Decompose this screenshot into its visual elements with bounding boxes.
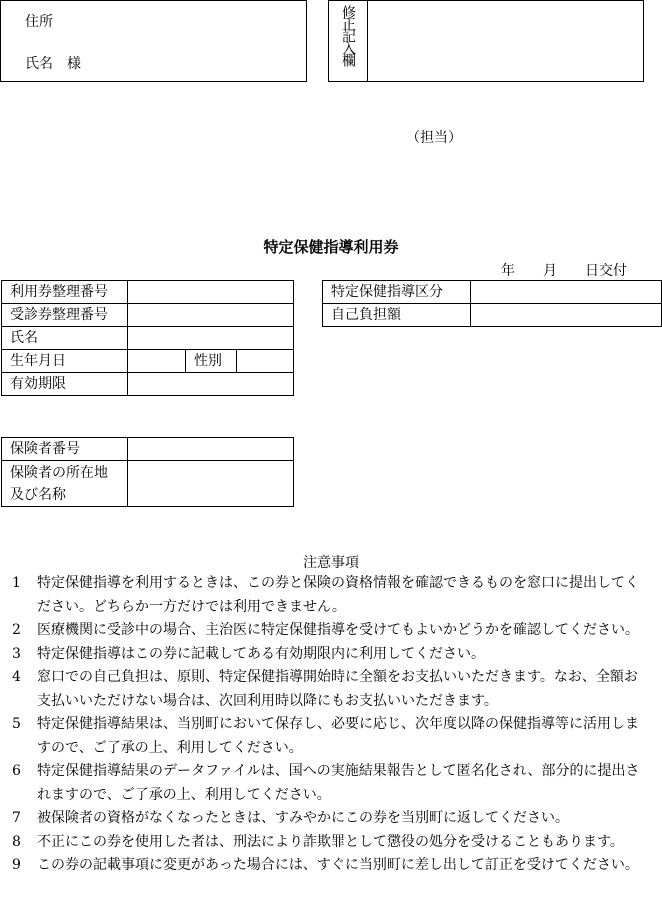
table-row <box>2 350 294 373</box>
list-item <box>12 713 644 760</box>
note-number: 9 <box>12 857 21 873</box>
voucher-number-label: 利用券整理番号 <box>2 281 128 304</box>
address-label: 住所 <box>25 14 53 30</box>
insurer-address-label <box>2 461 128 507</box>
note-text: この券の記載事項に変更があった場合には、すぐに当別町に差し出して訂正を受けてください。 <box>37 857 639 873</box>
note-text: 不正にこの券を使用した者は、刑法により詐欺罪として懲役の処分を受けることもあります。 <box>37 833 624 850</box>
sex-value <box>237 350 294 373</box>
guidance-category-label: 特定保健指導区分 <box>323 281 471 304</box>
note-number: 8 <box>12 833 21 850</box>
table-row <box>2 304 294 327</box>
birthdate-label: 生年月日 <box>2 350 128 373</box>
exam-number-label: 受診券整理番号 <box>2 304 128 327</box>
table-row <box>2 438 294 461</box>
copayment-value <box>471 304 662 327</box>
list-item <box>12 807 644 831</box>
note-number: 2 <box>12 622 21 638</box>
list-item <box>12 572 644 619</box>
contact-label: （担当） <box>406 130 462 146</box>
note-number: 7 <box>12 810 21 826</box>
correction-label-cell <box>329 1 368 81</box>
note-text: 特定保健指導結果のデータファイルは、国への実施結果報告として匿名化され、部分的に提出されますので、ご了承の上、利用してください。 <box>37 763 640 803</box>
note-text: 被保険者の資格がなくなったときは、すみやかにこの券を当別町に返してください。 <box>37 810 569 826</box>
insurer-number-value <box>128 438 294 461</box>
list-item <box>12 854 644 878</box>
note-number: 4 <box>12 669 21 685</box>
voucher-info-table <box>1 280 294 396</box>
guidance-category-value <box>471 281 662 304</box>
guidance-info-table <box>322 280 662 327</box>
list-item <box>12 760 644 807</box>
table-row <box>2 373 294 396</box>
table-row <box>2 281 294 304</box>
insurer-address-value <box>128 461 294 507</box>
page-title: 特定保健指導利用券 <box>263 238 399 256</box>
list-item <box>12 831 644 855</box>
correction-box <box>328 0 644 82</box>
note-number: 1 <box>12 575 21 591</box>
insurer-address-label-line2: 及び名称 <box>10 486 66 503</box>
note-number: 3 <box>12 645 21 662</box>
issue-date: 年 月 日交付 <box>501 263 627 279</box>
expiry-value <box>128 373 294 396</box>
list-item <box>12 619 644 643</box>
insurer-address-label-line1: 保険者の所在地 <box>10 464 108 481</box>
address-box <box>0 0 307 82</box>
correction-label: 修正記入欄 <box>340 5 356 65</box>
exam-number-value <box>128 304 294 327</box>
note-text: 特定保健指導を利用するときは、この券と保険の資格情報を確認できるものを窓口に提出してください。どちらか一方だけでは利用できません。 <box>37 575 639 615</box>
name-field-label: 氏名 <box>2 327 128 350</box>
note-text: 特定保健指導結果は、当別町において保存し、必要に応じ、次年度以降の保健指導等に活用しますので、ご了承の上、利用してください。 <box>37 716 639 756</box>
table-row <box>2 461 294 507</box>
notes-list <box>12 572 644 878</box>
note-number: 5 <box>12 716 21 732</box>
note-text: 医療機関に受診中の場合、主治医に特定保健指導を受けてもよいかどうかを確認してください。 <box>37 622 639 638</box>
table-row <box>2 327 294 350</box>
list-item <box>12 643 644 667</box>
notes-title: 注意事項 <box>303 555 359 571</box>
note-text: 窓口での自己負担は、原則、特定保健指導開始時に全額をお支払いいただきます。なお、全額お支払いいただけない場合は、次回利用時以降にもお支払いいただきます。 <box>37 669 638 709</box>
expiry-label: 有効期限 <box>2 373 128 396</box>
voucher-number-value <box>128 281 294 304</box>
note-text: 特定保健指導はこの券に記載してある有効期限内に利用してください。 <box>37 645 485 662</box>
name-label: 氏名 様 <box>25 56 81 72</box>
insurer-info-table <box>1 437 294 507</box>
name-field-value <box>128 327 294 350</box>
copayment-label: 自己負担額 <box>323 304 471 327</box>
sex-label: 性別 <box>186 350 237 373</box>
birthdate-value <box>128 350 186 373</box>
note-number: 6 <box>12 763 21 779</box>
insurer-number-label: 保険者番号 <box>2 438 128 461</box>
table-row <box>323 281 662 304</box>
table-row <box>323 304 662 327</box>
list-item <box>12 666 644 713</box>
